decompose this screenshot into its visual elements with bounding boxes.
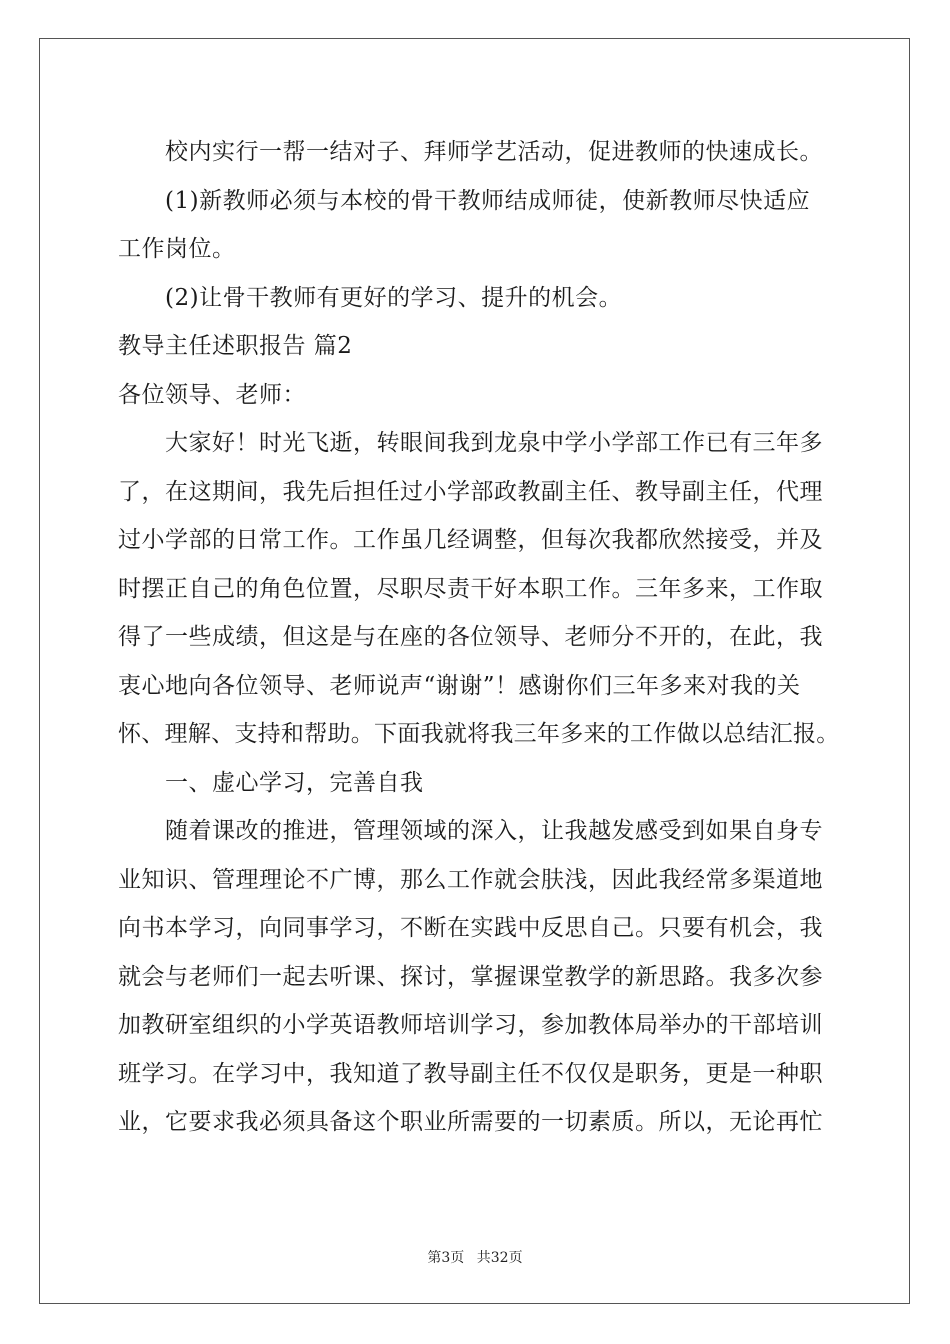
subsection-heading: 一、虚心学习，完善自我	[165, 769, 424, 796]
paragraph-line: 加教研室组织的小学英语教师培训学习，参加教体局举办的干部培训	[118, 1012, 823, 1038]
paragraph-line: (1)新教师必须与本校的骨干教师结成师徒，使新教师尽快适应	[165, 187, 811, 214]
paragraph-line: 得了一些成绩，但这是与在座的各位领导、老师分不开的，在此，我	[118, 624, 823, 650]
paragraph-line: 工作岗位。	[118, 236, 236, 262]
paragraph-line: 业，它要求我必须具备这个职业所需要的一切素质。所以，无论再忙	[118, 1109, 823, 1135]
page-number: 第3页	[427, 1250, 465, 1266]
paragraph-line: 向书本学习，向同事学习，不断在实践中反思自己。只要有机会，我	[118, 915, 823, 941]
paragraph-line: 怀、理解、支持和帮助。下面我就将我三年多来的工作做以总结汇报。	[118, 721, 840, 747]
page-footer	[0, 1249, 950, 1267]
paragraph-line: 业知识、管理理论不广博，那么工作就会肤浅，因此我经常多渠道地	[118, 866, 823, 893]
section-heading: 教导主任述职报告 篇2	[118, 333, 353, 359]
paragraph-line: 校内实行一帮一结对子、拜师学艺活动，促进教师的快速成长。	[165, 139, 823, 165]
paragraph-line: 衷心地向各位领导、老师说声“谢谢”！感谢你们三年多来对我的关	[118, 672, 801, 699]
paragraph-line: 班学习。在学习中，我知道了教导副主任不仅仅是职务，更是一种职	[118, 1060, 823, 1087]
salutation: 各位领导、老师：	[118, 381, 306, 408]
paragraph-line: 了，在这期间，我先后担任过小学部政教副主任、教导副主任，代理	[118, 478, 823, 505]
paragraph-line: 大家好！时光飞逝，转眼间我到龙泉中学小学部工作已有三年多	[165, 430, 823, 456]
paragraph-line: 随着课改的推进，管理领域的深入，让我越发感受到如果自身专	[165, 818, 823, 844]
paragraph-line: 过小学部的日常工作。工作虽几经调整，但每次我都欣然接受，并及	[118, 527, 823, 553]
paragraph-line: (2)让骨干教师有更好的学习、提升的机会。	[165, 284, 623, 311]
total-pages: 共32页	[476, 1250, 523, 1266]
paragraph-line: 时摆正自己的角色位置，尽职尽责干好本职工作。三年多来，工作取	[118, 575, 823, 602]
paragraph-line: 就会与老师们一起去听课、探讨，掌握课堂教学的新思路。我多次参	[118, 963, 823, 990]
document-body	[118, 128, 838, 1147]
